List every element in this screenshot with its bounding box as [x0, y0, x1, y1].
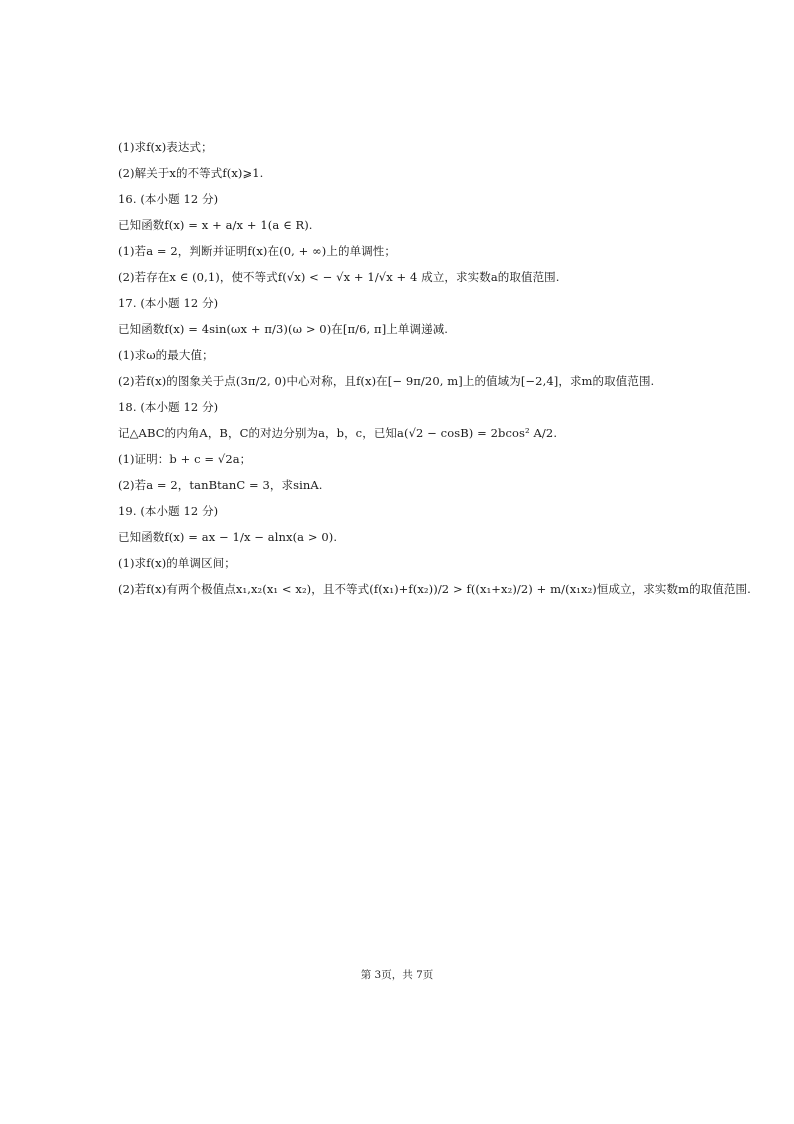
q17-part2: (2)若f(x)的图象关于点(3π/2, 0)中心对称，且f(x)在[− 9π/20, m]上的值域为[−2,4]，求m的取值范围.	[118, 374, 655, 388]
q17-stem: 已知函数f(x) = 4sin(ωx + π/3)(ω > 0)在[π/6, π]上单调递减.	[118, 322, 449, 336]
q18-stem: 记△ABC的内角A，B，C的对边分别为a，b，c，已知a(√2 − cosB) = 2bcos² A/2.	[118, 426, 558, 440]
q16-header: 16. (本小题 12 分)	[118, 192, 219, 206]
q19-stem: 已知函数f(x) = ax − 1/x − alnx(a > 0).	[118, 530, 338, 544]
q15-part1: (1)求f(x)表达式；	[118, 140, 213, 154]
q18-header: 18. (本小题 12 分)	[118, 400, 219, 414]
q16-part2: (2)若存在x ∈ (0,1)，使不等式f(√x) < − √x + 1/√x + 4 成立，求实数a的取值范围.	[118, 270, 560, 284]
q18-part1: (1)证明：b + c = √2a；	[118, 452, 252, 466]
q16-part1: (1)若a = 2，判断并证明f(x)在(0, + ∞)上的单调性；	[118, 244, 396, 258]
q19-header: 19. (本小题 12 分)	[118, 504, 219, 518]
q18-part2: (2)若a = 2，tanBtanC = 3，求sinA.	[118, 478, 323, 492]
q17-part1: (1)求ω的最大值；	[118, 348, 214, 362]
q19-part2: (2)若f(x)有两个极值点x₁,x₂(x₁ < x₂)，且不等式(f(x₁)+f(x₂))/2 > f((x₁+x₂)/2) + m/(x₁x₂)恒成立，求实数m的取值范围.	[118, 582, 751, 596]
q16-stem: 已知函数f(x) = x + a/x + 1(a ∈ R).	[118, 218, 313, 232]
q15-part2: (2)解关于x的不等式f(x)⩾1.	[118, 166, 264, 180]
document-content	[118, 140, 751, 608]
page-footer: 第 3页，共 7页	[360, 969, 434, 981]
q19-part1: (1)求f(x)的单调区间；	[118, 556, 236, 570]
q17-header: 17. (本小题 12 分)	[118, 296, 219, 310]
